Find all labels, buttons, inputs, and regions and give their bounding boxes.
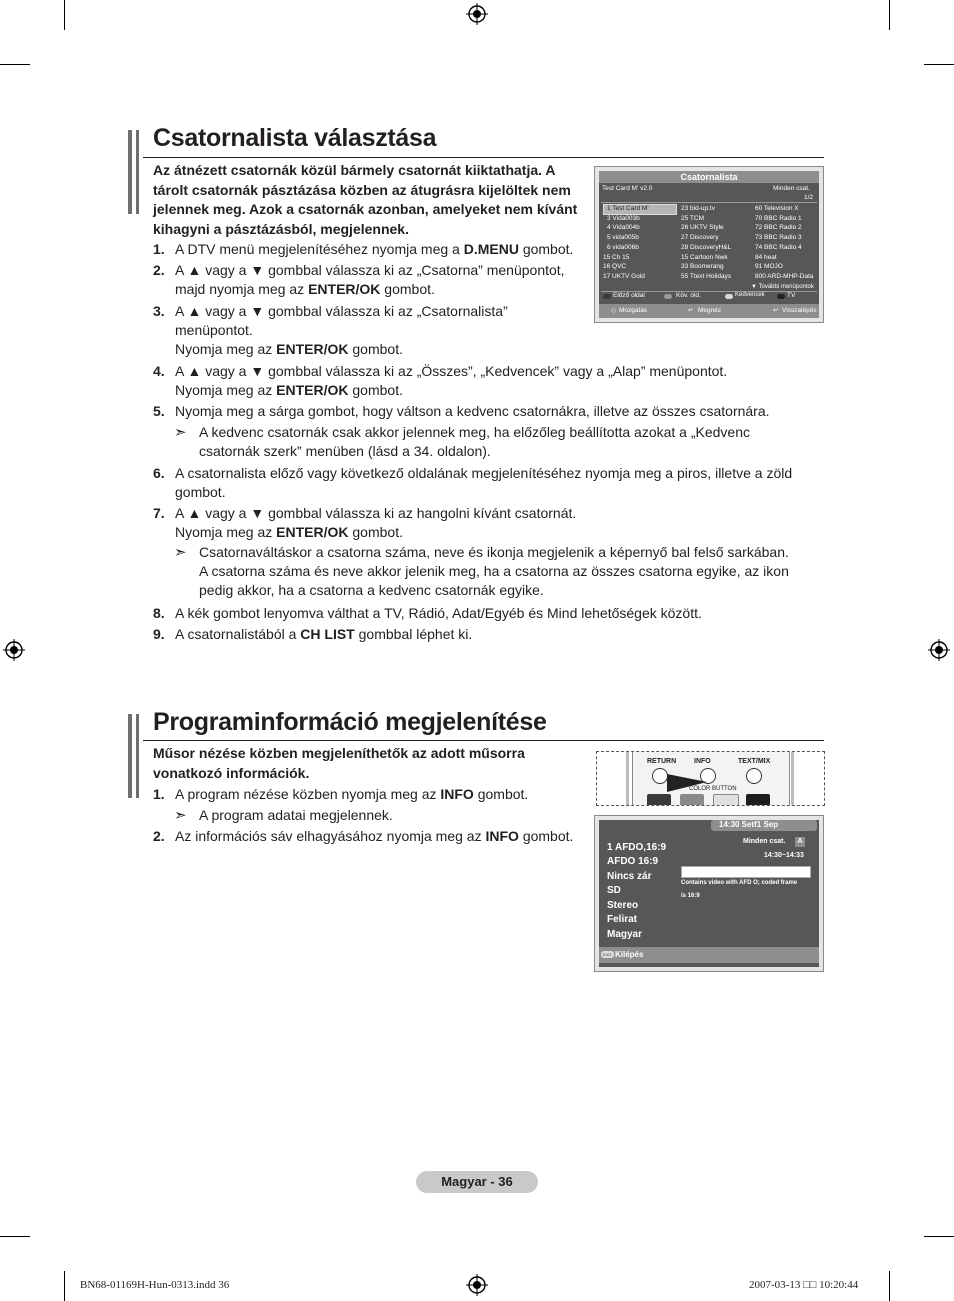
registration-mark-icon bbox=[466, 3, 488, 25]
red-button bbox=[647, 794, 671, 806]
progress-bar bbox=[681, 866, 811, 878]
return-icon: ↩ bbox=[773, 307, 779, 314]
section-bar bbox=[136, 714, 139, 798]
page-number-badge: Magyar - 36 bbox=[416, 1171, 538, 1193]
file-info: BN68-01169H-Hun-0313.indd 36 bbox=[80, 1279, 230, 1291]
green-button bbox=[680, 794, 704, 806]
note-arrow-icon: ➣ bbox=[174, 544, 187, 561]
section-intro: Műsor nézése közben megjeleníthetők az adott műsorra vonatkozó információk. bbox=[153, 745, 525, 781]
registration-mark-icon bbox=[928, 639, 950, 661]
channel-list-osd: Csatornalista Test Card M' v2.0 Minden csat. 1/2 1 Test Card M' 3 Vida003b 4 Vida004b 5 vida005b 6 vida006b 15 Ch 15 16 QVC 17 UKTV Gold 23 bid-up.tv 25 TCM 26 UKTV Style 27 Discovery 28 DiscoveryH&L 15 Cartoon Nwk 33 Boomerang 55 Ttext Holidays 60 Television X 70 BBC Radio 1 72 BBC Radio 2 73 BBC Radio 3 74 BBC Radio 4 84 heat 91 MOJO 800 ARD-MHP-Data ▼ További menüpontok Előző oldal Köv. old. Kedvencek TV ◇ Mozgatás ↵ Megnéz ↩ Visszalépés bbox=[594, 166, 824, 323]
green-button-icon bbox=[664, 294, 672, 299]
move-icon: ◇ bbox=[611, 307, 616, 314]
blue-button-icon bbox=[777, 294, 785, 299]
section-rule bbox=[143, 157, 824, 158]
yellow-button-icon bbox=[725, 294, 733, 299]
osd-title: Csatornalista bbox=[599, 171, 819, 183]
section-bar bbox=[128, 714, 132, 798]
section-bar bbox=[128, 130, 132, 214]
red-button-icon bbox=[603, 294, 611, 299]
exit-key-icon: EXIT bbox=[601, 951, 614, 958]
note-arrow-icon: ➣ bbox=[174, 424, 187, 441]
registration-mark-icon bbox=[466, 1274, 488, 1296]
yellow-button bbox=[713, 794, 739, 806]
section-title: Programinformáció megjelenítése bbox=[153, 708, 547, 736]
registration-mark-icon bbox=[3, 639, 25, 661]
section-title: Csatornalista választása bbox=[153, 124, 437, 152]
section-intro: Az átnézett csatornák közül bármely csatornát kiiktathatja. A tárolt csatornák pásztázása közben az átugrásra kijelöltek nem jelennek meg. Azok a csatornák azonban, amelyeket nem kívánt kihagyni a pásztázásból, megjelennek. bbox=[153, 162, 578, 237]
section-rule bbox=[143, 740, 824, 741]
note-arrow-icon: ➣ bbox=[174, 807, 187, 824]
section-bar bbox=[136, 130, 139, 214]
text-mix-button bbox=[746, 768, 762, 784]
remote-illustration: RETURN INFO TEXT/MIX COLOR BUTTON bbox=[596, 751, 825, 806]
enter-icon: ↵ bbox=[688, 307, 694, 314]
program-info-osd: 14:30 Setf1 Sep 1 AFDO,16:9 AFDO 16:9 Nincs zár SD Stereo Felirat Magyar Minden csat. A 14:30~14:33 Contains video with AFD O; coded frame is 16:9 EXIT Kilépés bbox=[594, 815, 824, 972]
blue-button bbox=[746, 794, 770, 806]
all-badge: A bbox=[795, 837, 805, 847]
print-date: 2007-03-13 □□ 10:20:44 bbox=[749, 1279, 859, 1291]
return-button bbox=[652, 768, 668, 784]
